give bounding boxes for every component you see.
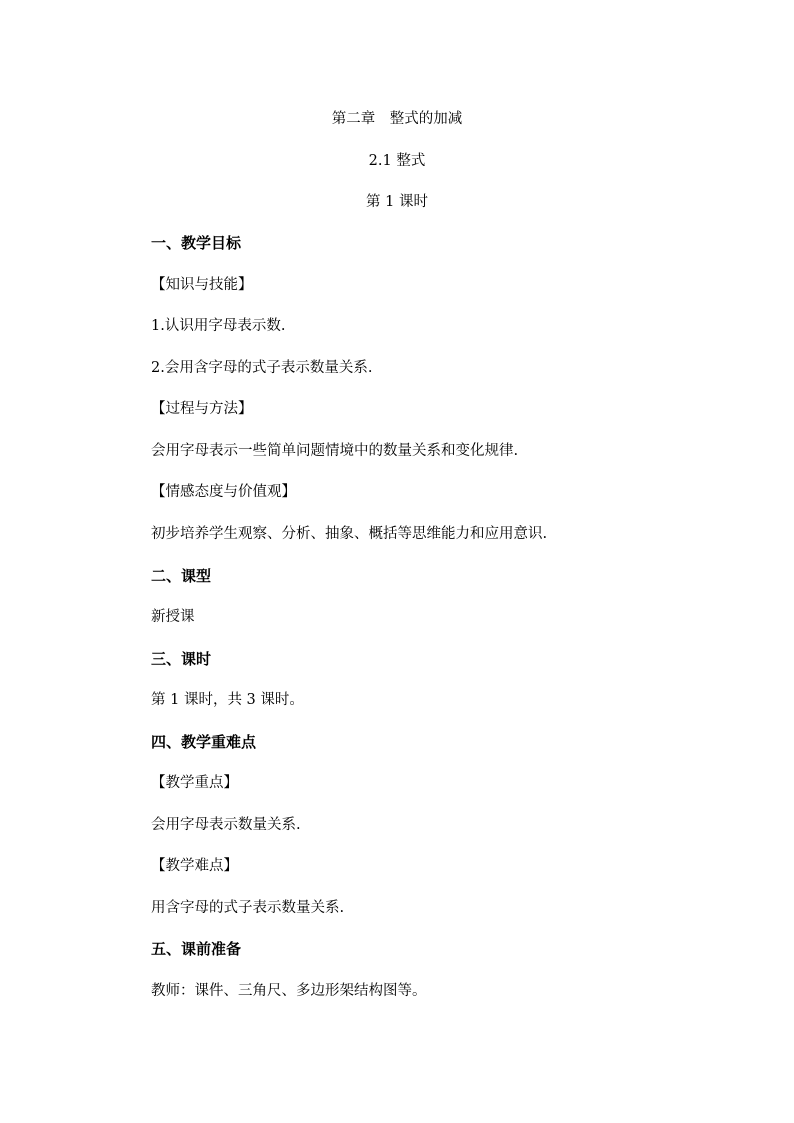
section-title: 2.1 整式 (368, 153, 426, 169)
key-points-heading: 四、教学重难点 (151, 733, 257, 751)
class-hours-text: 第 1 课时，共 3 课时。 (151, 692, 304, 708)
process-methods-text: 会用字母表示一些简单问题情境中的数量关系和变化规律. (151, 443, 519, 459)
class-hours-heading: 三、课时 (151, 650, 212, 668)
chapter-title: 第二章 整式的加减 (331, 111, 463, 127)
lesson-title: 第 1 课时 (366, 194, 428, 210)
knowledge-skills-label: 【知识与技能】 (151, 277, 253, 293)
preparation-heading: 五、课前准备 (151, 940, 242, 958)
preparation-text: 教师：课件、三角尺、多边形架结构图等。 (151, 983, 427, 999)
knowledge-item: 1.认识用字母表示数. (151, 318, 286, 334)
objectives-heading: 一、教学目标 (151, 234, 242, 252)
lesson-type-text: 新授课 (151, 609, 195, 625)
teaching-focus-label: 【教学重点】 (151, 775, 238, 791)
knowledge-item: 2.会用含字母的式子表示数量关系. (151, 360, 373, 376)
attitude-values-label: 【情感态度与价值观】 (151, 484, 296, 500)
attitude-values-text: 初步培养学生观察、分析、抽象、概括等思维能力和应用意识. (151, 526, 548, 542)
teaching-difficulty-text: 用含字母的式子表示数量关系. (151, 900, 345, 916)
process-methods-label: 【过程与方法】 (151, 401, 253, 417)
teaching-focus-text: 会用字母表示数量关系. (151, 817, 301, 833)
lesson-type-heading: 二、课型 (151, 567, 212, 585)
teaching-difficulty-label: 【教学难点】 (151, 858, 238, 874)
